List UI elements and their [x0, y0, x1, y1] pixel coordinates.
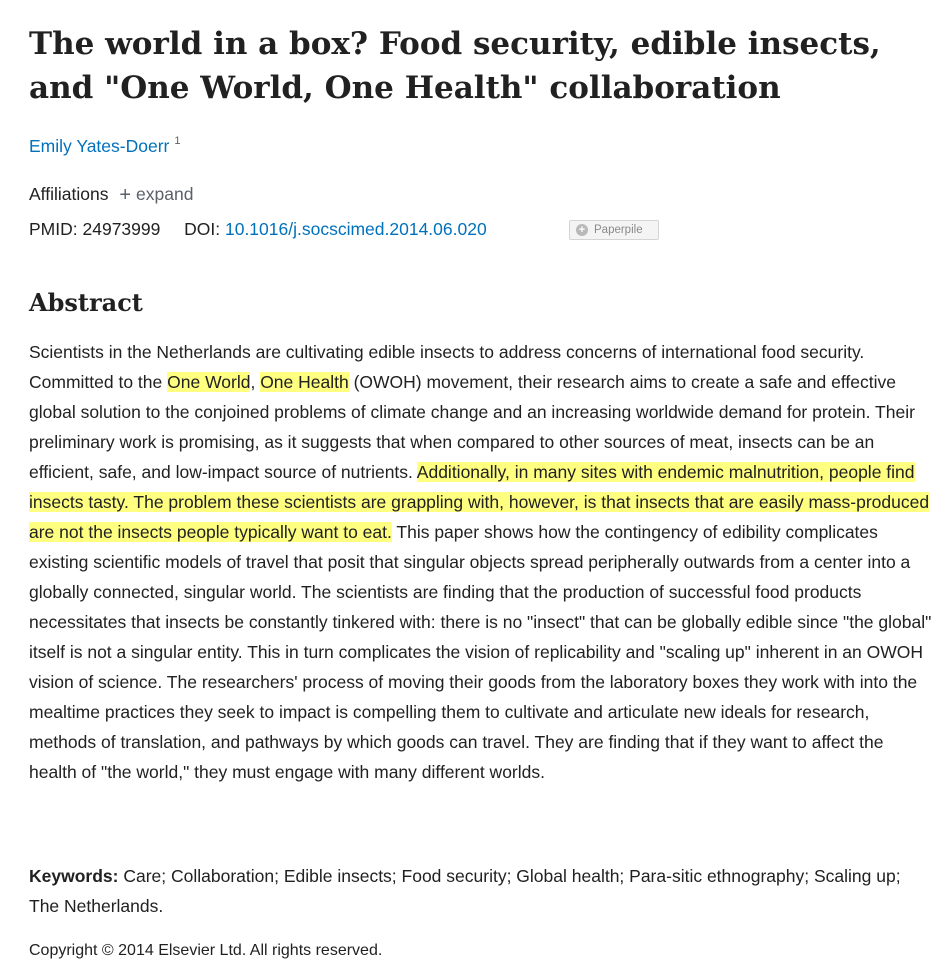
doi-label: DOI: — [184, 219, 221, 239]
pmid-value: 24973999 — [82, 219, 161, 239]
affiliations-label: Affiliations — [29, 184, 109, 204]
highlight-one-world: One World — [167, 372, 251, 392]
keywords-list: Care; Collaboration; Edible insects; Food security; Global health; Para-sitic ethnography; Scaling up; The Netherlands. — [29, 866, 901, 916]
affiliations-row — [29, 183, 193, 206]
copyright-notice: Copyright © 2014 Elsevier Ltd. All rights reserved. — [29, 942, 383, 959]
abstract-segment: Scientists in the Netherlands are cultivating edible insects to address concerns of international food security. Committed to the — [29, 342, 865, 392]
identifiers-row — [29, 219, 487, 240]
pmid-label: PMID: — [29, 219, 78, 239]
abstract-text — [29, 337, 934, 787]
abstract-segment: (OWOH) movement, their research aims to create a safe and effective global solution to the conjoined problems of climate change and an increasing worldwide demand for protein. Their preliminary work is promising, as it suggests that when compared to other sources of meat, insects can be an efficient, safe, and low-impact source of nutrients. — [29, 372, 915, 482]
author-link[interactable]: Emily Yates-Doerr — [29, 136, 170, 156]
keywords — [29, 861, 934, 921]
doi-link[interactable]: 10.1016/j.socscimed.2014.06.020 — [224, 219, 487, 239]
keywords-label: Keywords: — [29, 866, 119, 886]
abstract-heading: Abstract — [29, 288, 143, 317]
expand-affiliations-button[interactable] — [119, 184, 193, 204]
highlight-tasty-insects: Additionally, in many sites with endemic malnutrition, people find insects tasty. The problem these scientists are grappling with, however, is that insects that are easily mass-produced are not the insects people typically want to eat. — [29, 462, 930, 542]
paperpile-icon: + — [576, 224, 588, 236]
expand-label: expand — [136, 184, 194, 204]
abstract-segment: This paper shows how the contingency of edibility complicates existing scientific models of travel that posit that singular objects spread peripherally outwards from a center into a globally connected, singular world. The scientists are finding that the production of successful food products necessitates that insects be constantly tinkered with: there is no "insect" that can be globally edible since "the global" itself is not a singular entity. This in turn complicates the vision of replicability and "scaling up" inherent in an OWOH vision of science. The researchers' process of moving their goods from the laboratory boxes they work with into the mealtime practices they seek to impact is compelling them to cultivate and articulate new ideals for research, methods of translation, and pathways by which goods can travel. They are finding that if they want to affect the health of "the world," they must engage with many different worlds. — [29, 522, 932, 782]
plus-icon: + — [119, 184, 132, 206]
paperpile-label: Paperpile — [594, 224, 643, 236]
article-title: The world in a box? Food security, edible insects, and "One World, One Health" collaboration — [29, 26, 881, 106]
affiliation-number[interactable]: 1 — [174, 135, 181, 147]
highlight-one-health: One Health — [260, 372, 349, 392]
abstract-segment: , — [250, 372, 261, 392]
author-list — [29, 136, 180, 157]
paperpile-button[interactable] — [569, 220, 659, 240]
